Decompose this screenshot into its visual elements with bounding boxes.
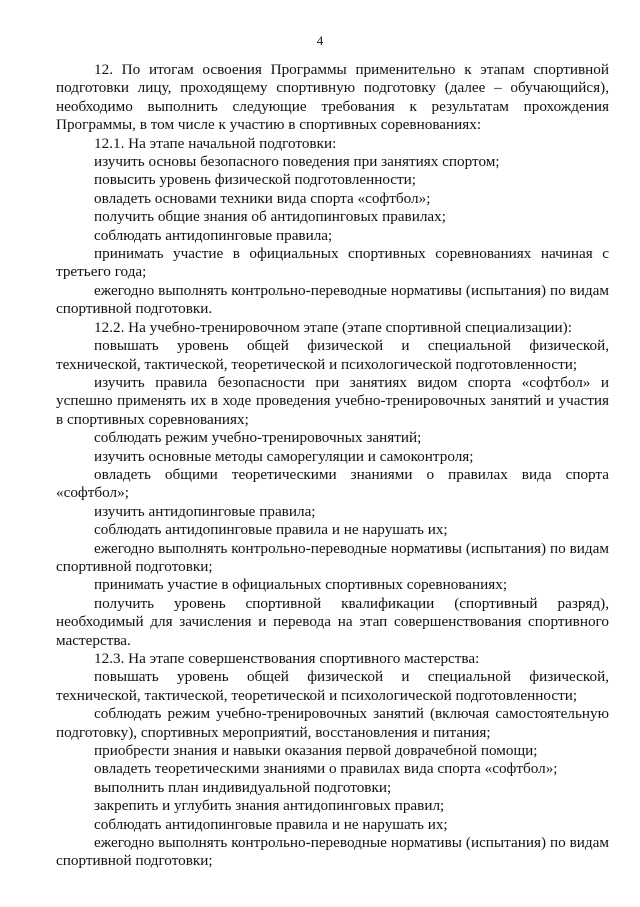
section-heading: 12.3. На этапе совершенствования спортивного мастерства: (94, 650, 480, 667)
list-item: соблюдать антидопинговые правила; (94, 226, 333, 244)
list-item: получить общие знания об антидопинговых правилах; (94, 208, 446, 226)
list-item: ежегодно выполнять контрольно-переводные нормативы (испытания) по видам спортивной подготовки; (56, 834, 609, 870)
list-item: повышать уровень общей физической и специальной физической, технической, тактической, теоретической и психологической подготовленности; (56, 668, 609, 704)
list-item: изучить антидопинговые правила; (94, 502, 316, 520)
list-item: выполнить план индивидуальной подготовки; (94, 778, 392, 796)
list-item: соблюдать антидопинговые правила и не нарушать их; (94, 521, 448, 539)
list-item: получить уровень спортивной квалификации (спортивный разряд), необходимый для зачисления и перевода на этап совершенствования спортивного мастерства. (56, 594, 609, 649)
list-item: изучить основные методы саморегуляции и самоконтроля; (94, 447, 474, 465)
list-item: соблюдать режим учебно-тренировочных занятий (включая самостоятельную подготовку), спортивных мероприятий, восстановления и питания; (56, 705, 609, 741)
list-item: повышать уровень общей физической и специальной физической, технической, тактической, теоретической и психологической подготовленности; (56, 337, 609, 373)
page-number: 4 (316, 33, 324, 48)
list-item: изучить основы безопасного поведения при занятиях спортом; (94, 153, 500, 171)
list-item: повысить уровень физической подготовленности; (94, 171, 417, 189)
list-item: соблюдать антидопинговые правила и не нарушать их; (94, 815, 448, 833)
section-heading: 12.2. На учебно-тренировочном этапе (этапе спортивной специализации): (94, 318, 572, 336)
list-item: закрепить и углубить знания антидопинговых правил; (94, 797, 445, 815)
document-body (56, 61, 609, 871)
list-item: принимать участие в официальных спортивных соревнованиях; (94, 576, 508, 594)
list-item: овладеть основами техники вида спорта «софтбол»; (94, 189, 431, 207)
list-item: приобрести знания и навыки оказания первой доврачебной помощи; (94, 742, 538, 760)
section-heading: 12.1. На этапе начальной подготовки: (94, 134, 337, 152)
list-item: овладеть теоретическими знаниями о правилах вида спорта «софтбол»; (94, 760, 558, 778)
list-item: соблюдать режим учебно-тренировочных занятий; (94, 429, 422, 447)
list-item: принимать участие в официальных спортивных соревнованиях начиная с третьего года; (56, 245, 609, 281)
list-item: ежегодно выполнять контрольно-переводные нормативы (испытания) по видам спортивной подготовки; (56, 539, 609, 575)
list-item: изучить правила безопасности при занятиях видом спорта «софтбол» и успешно применять их в ходе проведения учебно-тренировочных занятий и участия в спортивных соревнованиях; (56, 373, 609, 428)
list-item: ежегодно выполнять контрольно-переводные нормативы (испытания) по видам спортивной подготовки. (56, 281, 609, 318)
paragraph-intro: 12. По итогам освоения Программы применительно к этапам спортивной подготовки лицу, проходящему спортивную подготовку (далее – обучающийся), необходимо выполнить следующие требования к результатам прохождения Программы, в том числе к участию в спортивных соревнованиях: (56, 61, 609, 134)
list-item: овладеть общими теоретическими знаниями о правилах вида спорта «софтбол»; (56, 465, 609, 502)
